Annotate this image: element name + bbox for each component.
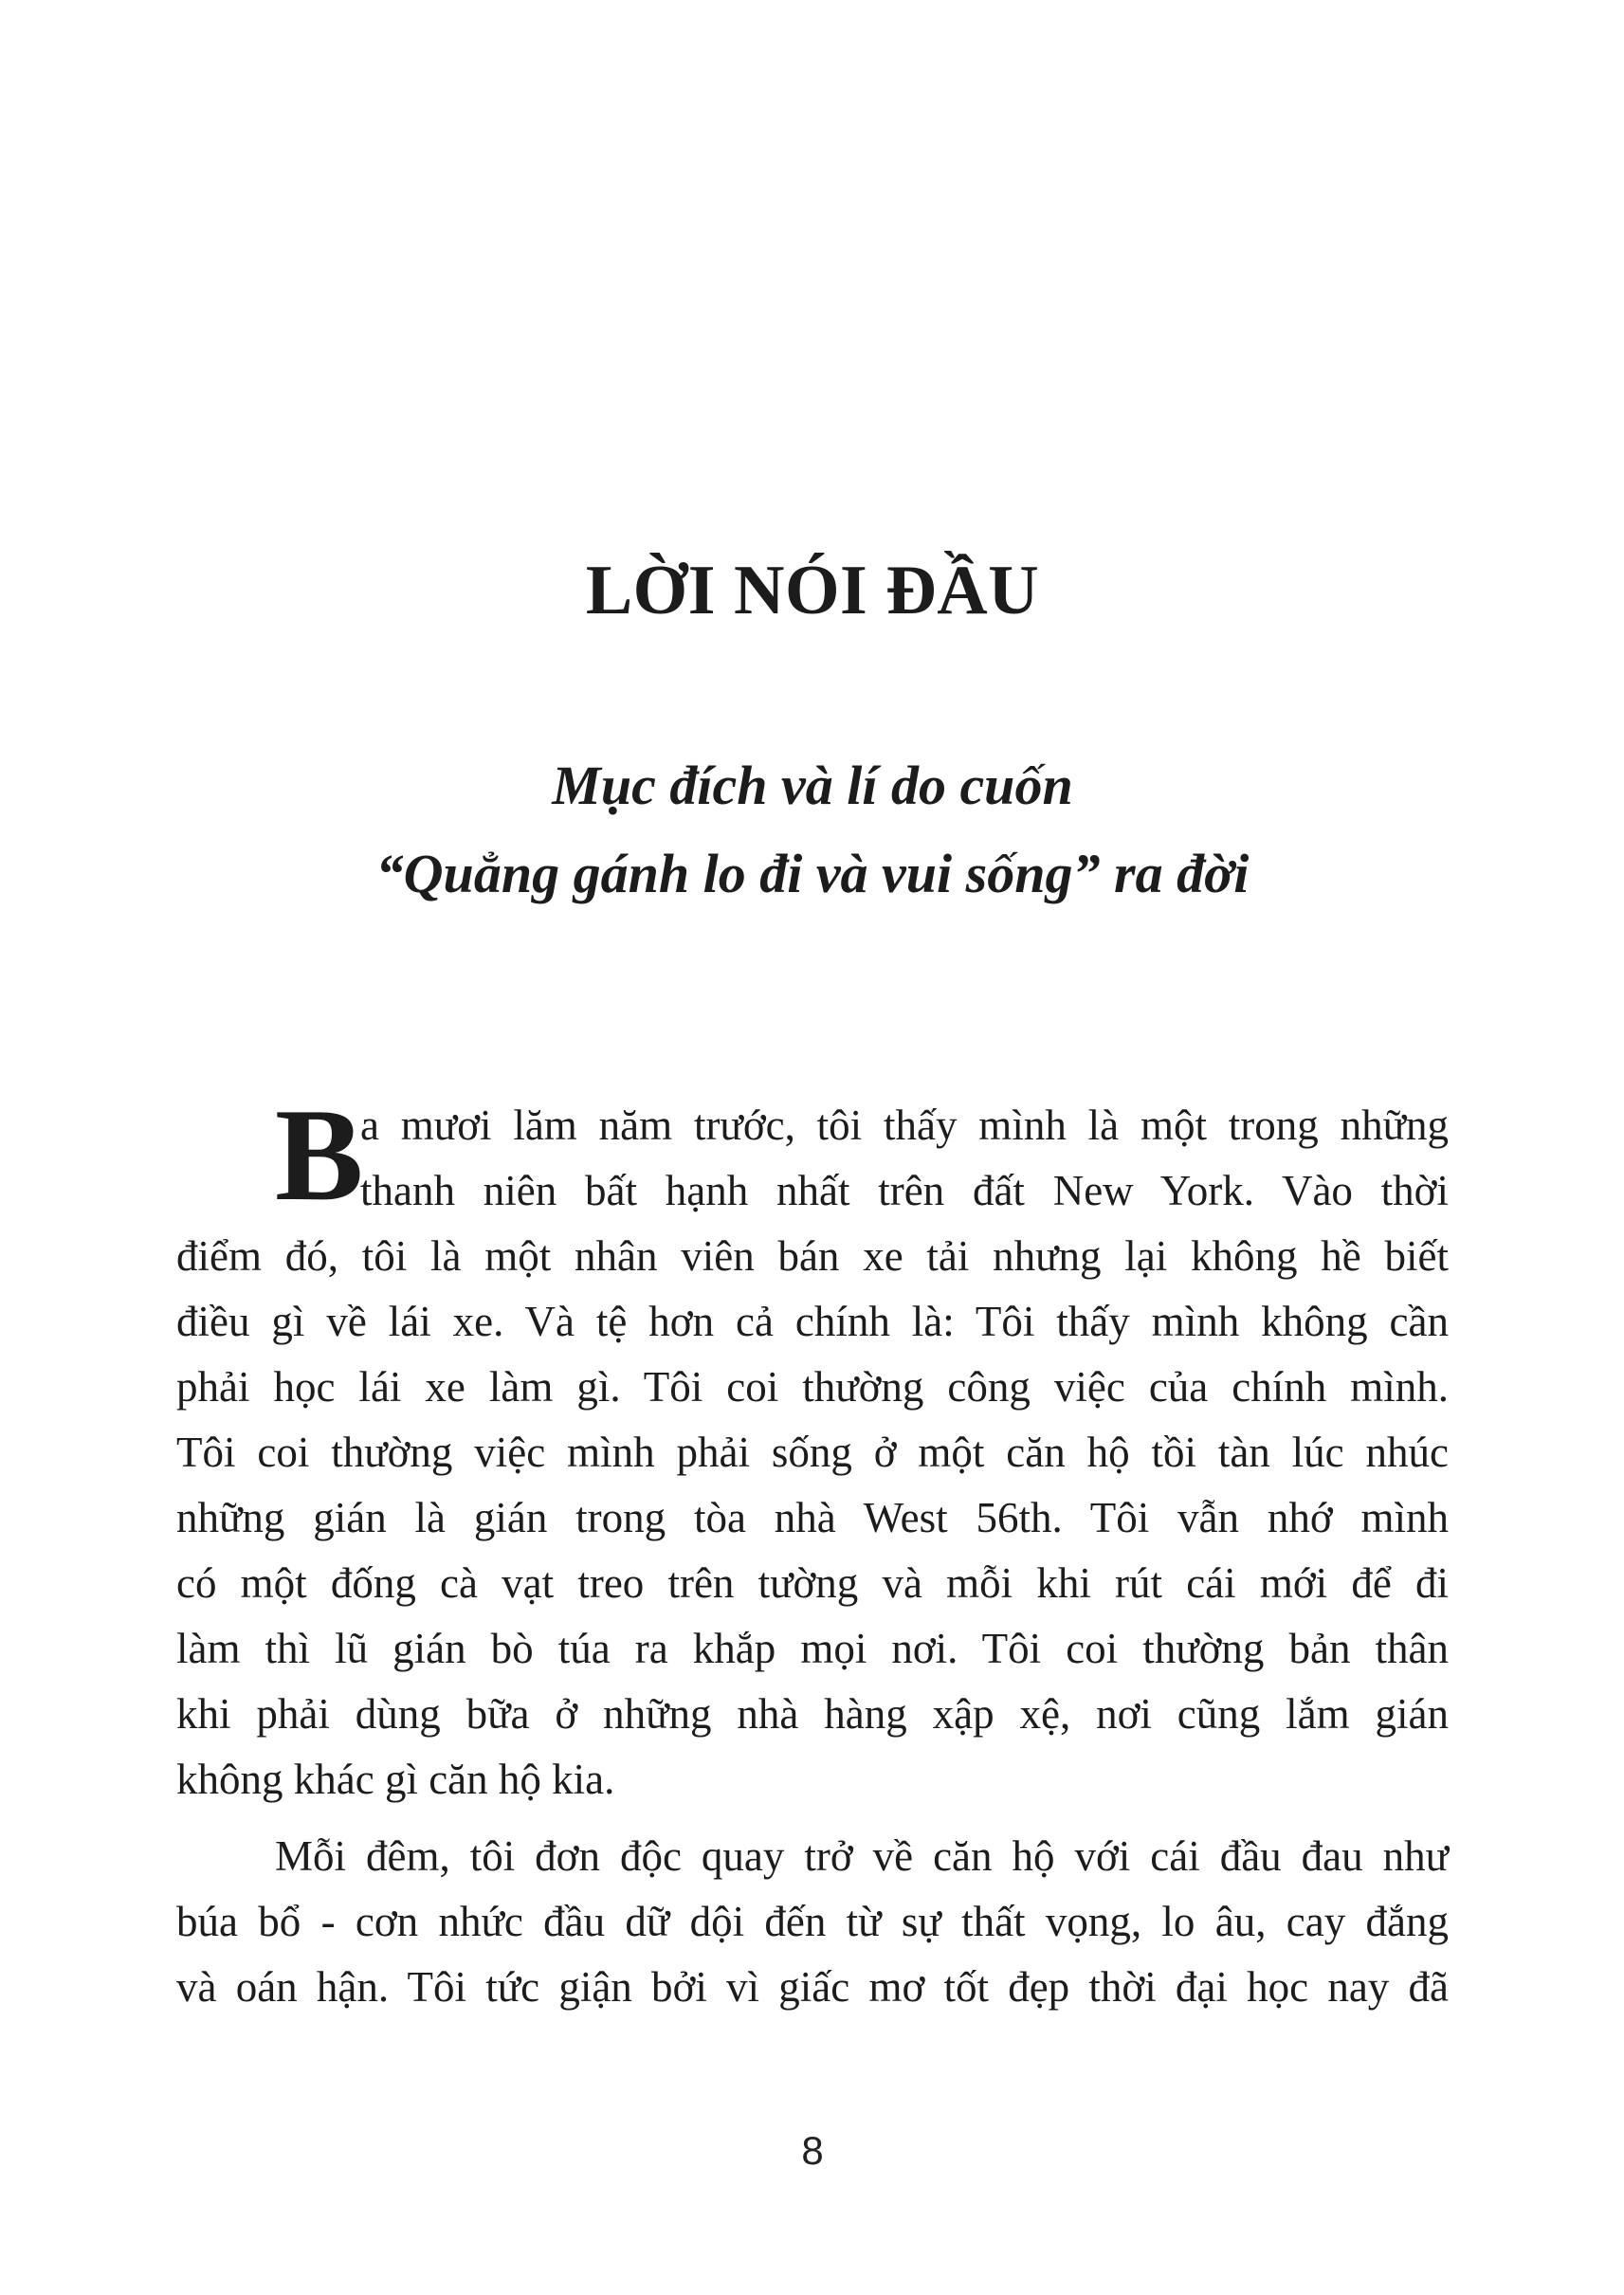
body-line: điểm đó, tôi là một nhân viên bán xe tải nhưng lại không hề biết <box>176 1232 1449 1280</box>
body-line: khi phải dùng bữa ở những nhà hàng xập xệ, nơi cũng lắm gián <box>176 1690 1449 1738</box>
body-text <box>176 1082 1449 2020</box>
body-line: làm thì lũ gián bò túa ra khắp mọi nơi. Tôi coi thường bản thân <box>176 1625 1449 1672</box>
body-line: a mươi lăm năm trước, tôi thấy mình là một trong những <box>360 1102 1449 1149</box>
chapter-subtitle-line-1: Mục đích và lí do cuốn <box>552 755 1073 816</box>
body-line: điều gì về lái xe. Và tệ hơn cả chính là: Tôi thấy mình không cần <box>176 1298 1449 1345</box>
chapter-title: LỜI NÓI ĐẦU <box>585 552 1040 629</box>
body-line: những gián là gián trong tòa nhà West 56th. Tôi vẫn nhớ mình <box>176 1494 1449 1541</box>
body-line: không khác gì căn hộ kia. <box>176 1756 615 1803</box>
body-line: phải học lái xe làm gì. Tôi coi thường công việc của chính mình. <box>176 1363 1449 1411</box>
page-number: 8 <box>801 2128 824 2173</box>
paragraph-2 <box>176 1824 1449 2020</box>
paragraph-1 <box>176 1093 1449 1812</box>
drop-cap: B <box>275 1082 364 1229</box>
body-line: Mỗi đêm, tôi đơn độc quay trở về căn hộ với cái đầu đau như <box>275 1832 1449 1880</box>
chapter-subtitle <box>176 741 1449 918</box>
body-line: búa bổ - cơn nhức đầu dữ dội đến từ sự thất vọng, lo âu, cay đắng <box>176 1898 1449 1945</box>
chapter-subtitle-line-2: “Quẳng gánh lo đi và vui sống” ra đời <box>375 843 1250 904</box>
body-line: có một đống cà vạt treo trên tường và mỗi khi rút cái mới để đi <box>176 1559 1449 1607</box>
body-line: thanh niên bất hạnh nhất trên đất New York. Vào thời <box>360 1167 1449 1214</box>
body-line: Tôi coi thường việc mình phải sống ở một căn hộ tồi tàn lúc nhúc <box>176 1429 1449 1476</box>
body-line: và oán hận. Tôi tức giận bởi vì giấc mơ tốt đẹp thời đại học nay đã <box>176 1963 1449 2011</box>
